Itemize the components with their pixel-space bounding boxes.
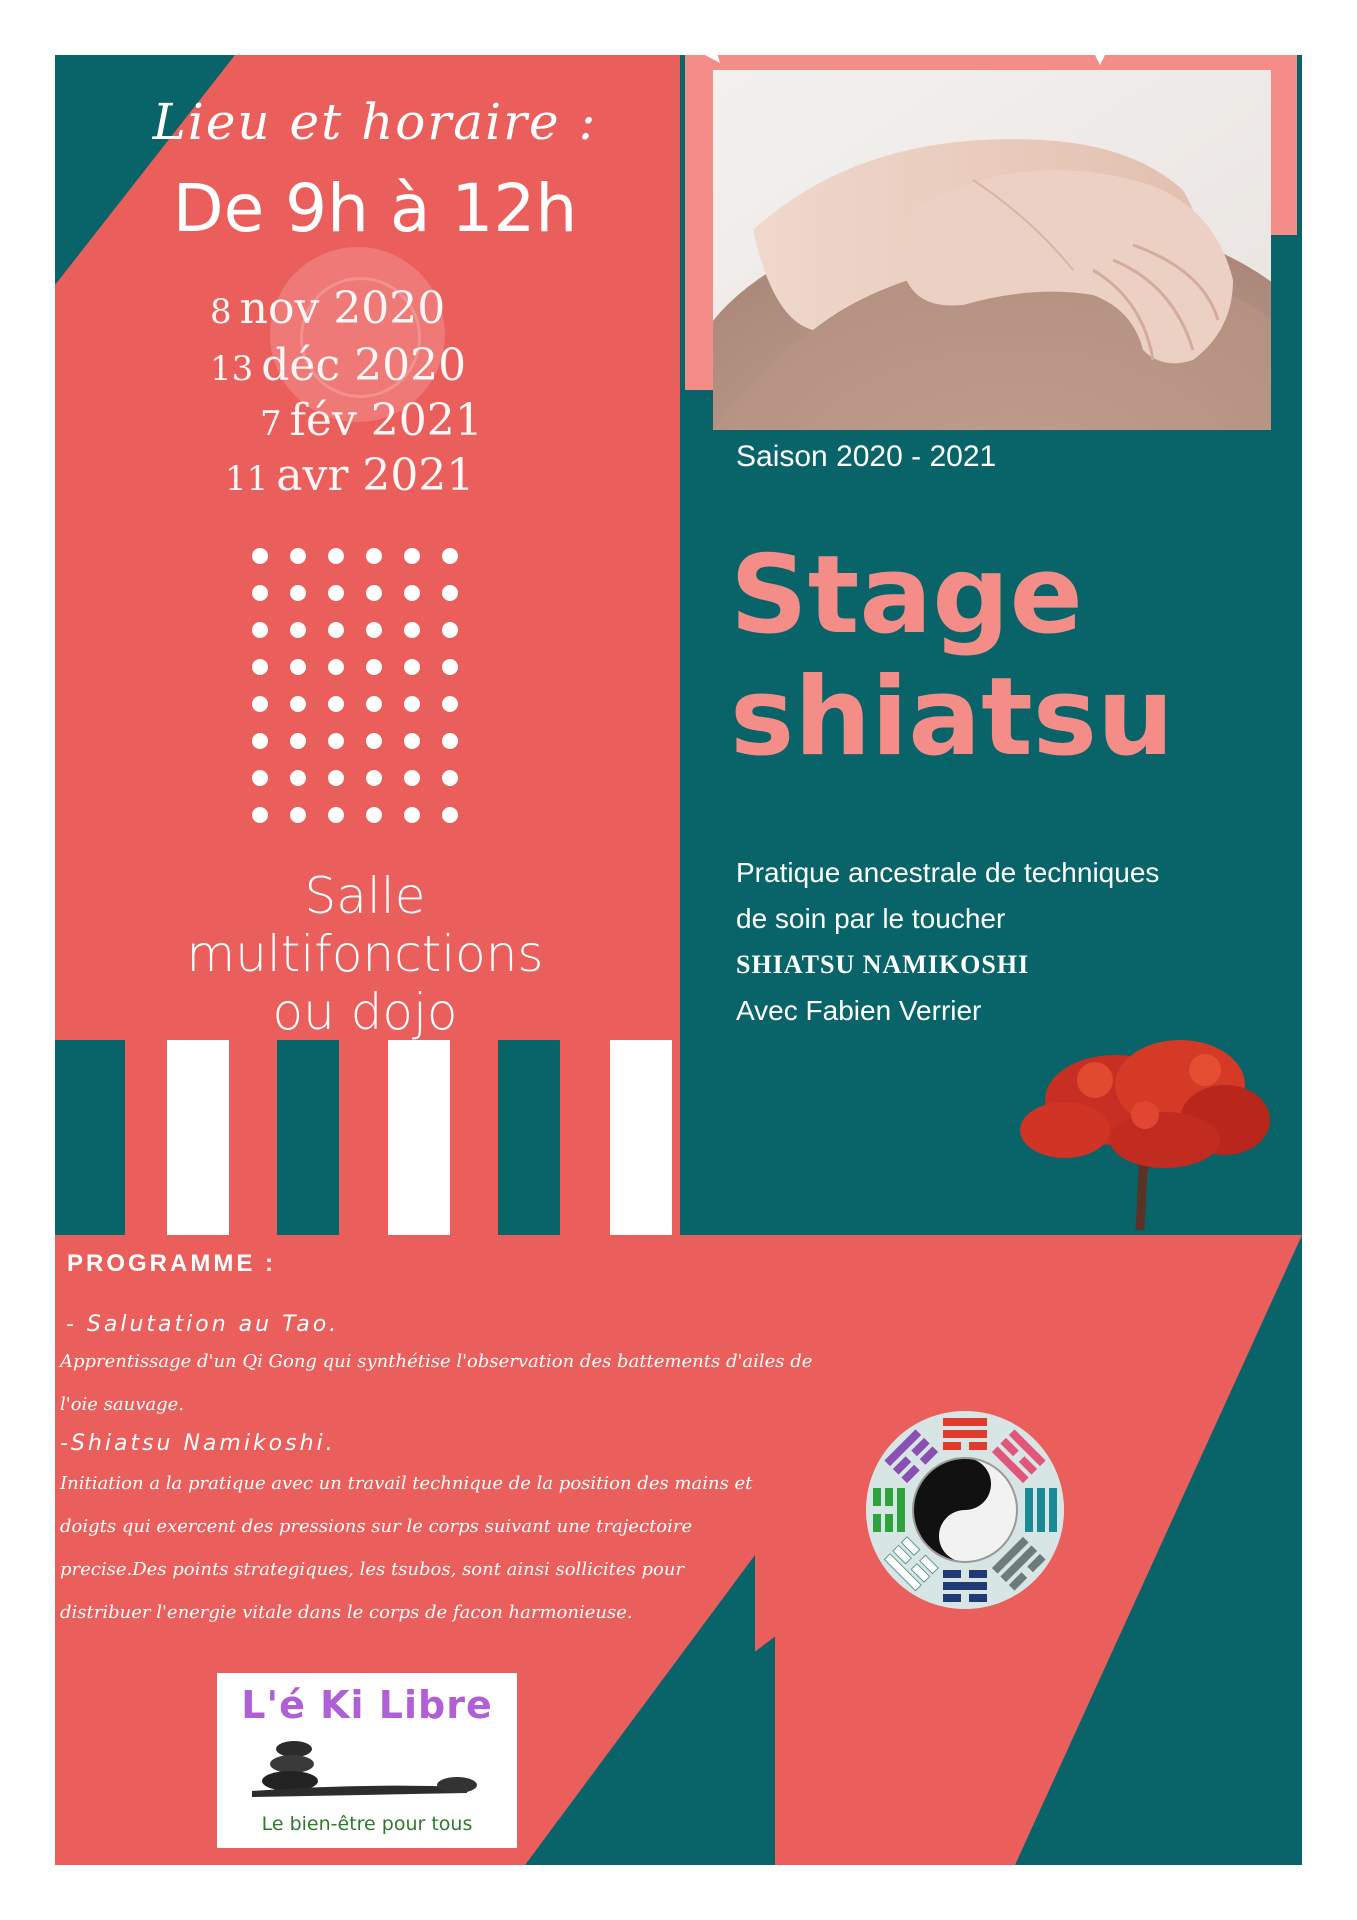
date-2-day: 13 <box>210 349 254 389</box>
venue-text <box>135 867 595 1041</box>
style-name: SHIATSU NAMIKOSHI <box>736 950 1030 979</box>
hours-text: De 9h à 12h <box>172 170 578 247</box>
date-4-label: avr 2021 <box>276 450 475 501</box>
programme-heading: PROGRAMME : <box>67 1250 276 1277</box>
date-2-label: déc 2020 <box>261 340 467 391</box>
photo-frame-left <box>685 210 713 390</box>
stage-title-line-1: Stage <box>730 533 1083 658</box>
stripe-teal-2 <box>277 1040 339 1235</box>
date-2 <box>210 340 466 391</box>
header-subtitle: Lieu et horaire : <box>152 93 598 151</box>
programme-content <box>60 1310 900 1634</box>
event-description <box>736 850 1276 1034</box>
date-4-day: 11 <box>225 459 269 499</box>
date-3-label: fév 2021 <box>289 395 483 446</box>
programme-item-2-title: -Shiatsu Namikoshi. <box>60 1431 336 1456</box>
programme-item-2-text-c: precise.Des points strategiques, les tsubos, sont ainsi sollicites pour <box>60 1559 685 1580</box>
stage-title-line-2: shiatsu <box>730 655 1174 780</box>
teacher-name: Avec Fabien Verrier <box>736 995 982 1026</box>
desc-line-1: Pratique ancestrale de techniques <box>736 857 1160 888</box>
massage-photo <box>713 70 1271 430</box>
date-1-day: 8 <box>210 292 232 332</box>
logo-box <box>217 1673 517 1848</box>
stripe-white-1 <box>167 1040 229 1235</box>
yin-yang-bagua-icon <box>865 1410 1065 1610</box>
poster <box>55 55 1302 1865</box>
programme-item-1-title: - Salutation au Tao. <box>66 1312 340 1337</box>
date-4 <box>225 450 474 501</box>
stacked-stones-icon <box>242 1735 492 1805</box>
venue-line-1: Salle <box>304 867 426 925</box>
venue-line-3: ou dojo <box>272 983 458 1041</box>
logo-tagline: Le bien-être pour tous <box>261 1813 473 1835</box>
logo-title: L'é Ki Libre <box>241 1683 493 1727</box>
date-3 <box>260 395 483 446</box>
season-text: Saison 2020 - 2021 <box>736 440 997 473</box>
photo-frame-right <box>1271 210 1297 235</box>
date-1 <box>210 283 445 334</box>
programme-item-2-text-a: Initiation a la pratique avec un travail technique de la position des mains et <box>60 1473 753 1494</box>
stage-title <box>730 535 1174 779</box>
date-1-label: nov 2020 <box>239 283 446 334</box>
stripe-white-2 <box>388 1040 450 1235</box>
programme-item-1-text-b: l'oie sauvage. <box>60 1394 185 1415</box>
stripe-teal-1 <box>55 1040 125 1235</box>
desc-line-2: de soin par le toucher <box>736 903 1006 934</box>
stripe-white-3 <box>610 1040 672 1235</box>
programme-item-2-text-d: distribuer l'energie vitale dans le corps de facon harmonieuse. <box>60 1602 633 1623</box>
tree-icon <box>1005 1030 1275 1235</box>
programme-item-2-text-b: doigts qui exercent des pressions sur le corps suivant une trajectoire <box>60 1516 693 1537</box>
date-3-day: 7 <box>260 404 282 444</box>
venue-line-2: multifonctions <box>186 925 544 983</box>
programme-item-1-text-a: Apprentissage d'un Qi Gong qui synthétise l'observation des battements d'ailes de <box>60 1351 813 1372</box>
stripe-teal-3 <box>498 1040 560 1235</box>
dot-grid <box>252 548 458 823</box>
